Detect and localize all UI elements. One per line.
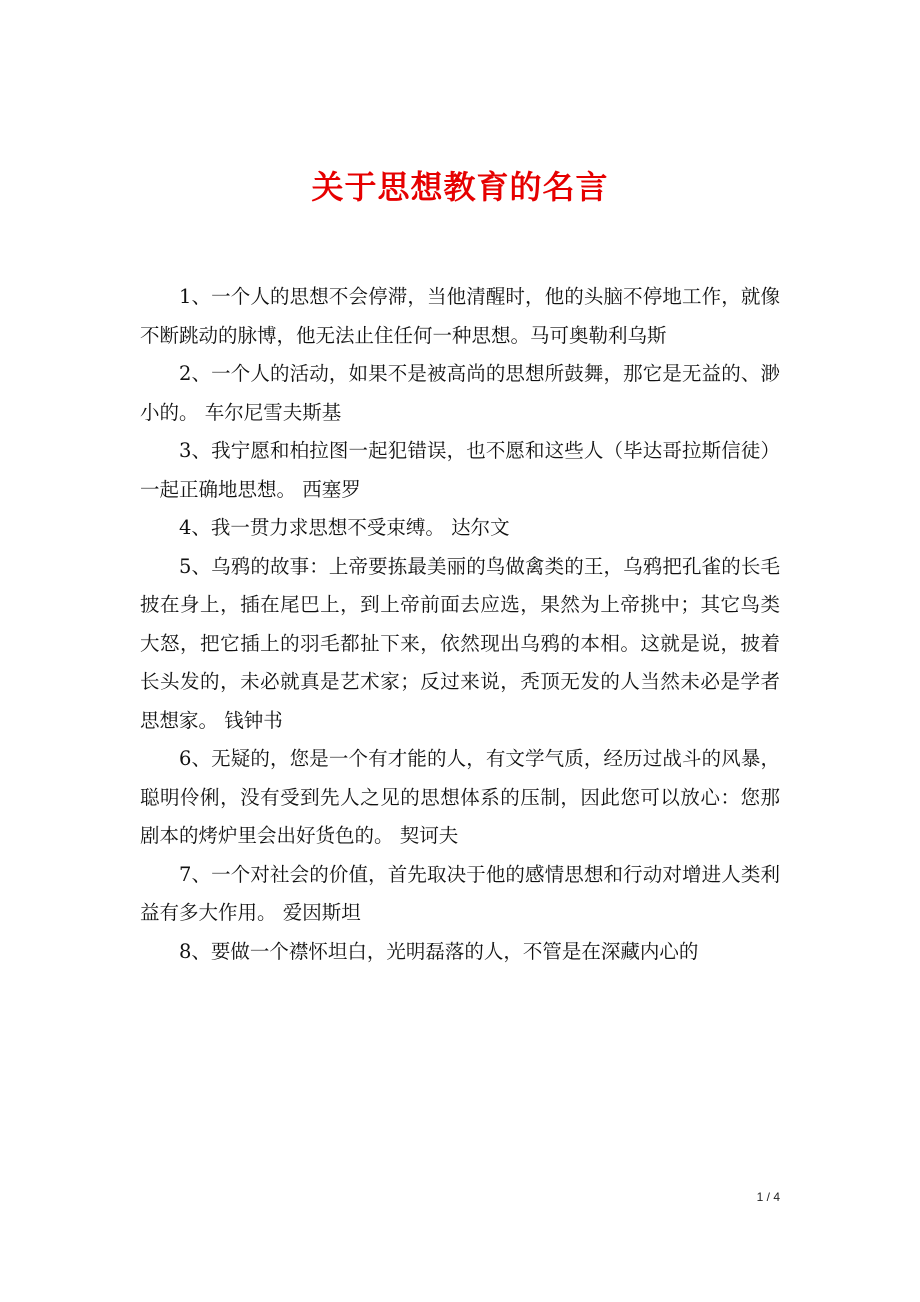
quote-paragraph: 8、要做一个襟怀坦白，光明磊落的人，不管是在深藏内心的 (179, 939, 699, 963)
quote-paragraph: 1、一个人的思想不会停滞，当他清醒时，他的头脑不停地工作，就像不断跳动的脉博，他无法止住任何一种思想。马可奥勒利乌斯 (140, 285, 780, 347)
quote-paragraph: 5、乌鸦的故事：上帝要拣最美丽的鸟做禽类的王，乌鸦把孔雀的长毛披在身上，插在尾巴上，到上帝前面去应选，果然为上帝挑中；其它鸟类大怒，把它插上的羽毛都扯下来，依然现出乌鸦的本相。这就是说，披着长头发的，未必就真是艺术家；反过来说，秃顶无发的人当然未必是学者思想家。 钱钟书 (140, 554, 780, 732)
quote-paragraph: 3、我宁愿和柏拉图一起犯错误，也不愿和这些人（毕达哥拉斯信徒）一起正确地思想。 西塞罗 (140, 439, 780, 501)
quote-paragraph: 4、我一贯力求思想不受束缚。 达尔文 (179, 516, 510, 539)
page-number: 1 / 4 (756, 1190, 780, 1204)
quote-paragraph: 7、一个对社会的价值，首先取决于他的感情思想和行动对增进人类利益有多大作用。 爱因斯坦 (140, 862, 780, 924)
quote-paragraph: 2、一个人的活动，如果不是被高尚的思想所鼓舞，那它是无益的、渺小的。 车尔尼雪夫斯基 (140, 362, 780, 424)
quote-paragraph: 6、无疑的，您是一个有才能的人，有文学气质，经历过战斗的风暴，聪明伶俐，没有受到先人之见的思想体系的压制，因此您可以放心：您那剧本的烤炉里会出好货色的。 契诃夫 (140, 747, 780, 847)
document-body (140, 278, 780, 971)
document-title: 关于思想教育的名言 (311, 168, 609, 207)
